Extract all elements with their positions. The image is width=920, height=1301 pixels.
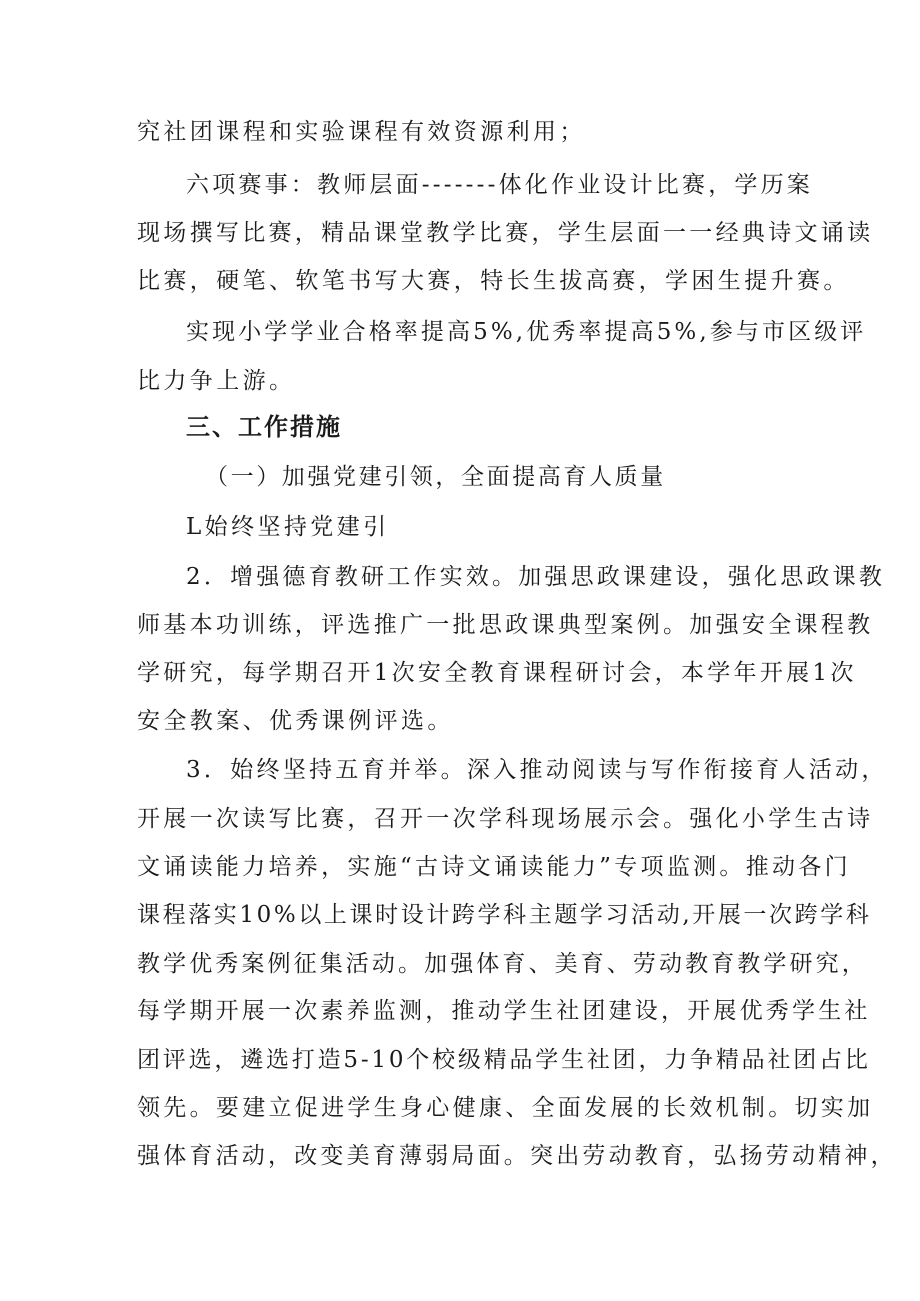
text-line: 强体育活动，改变美育薄弱局面。突出劳动教育，弘扬劳动精神， [137,1143,897,1169]
text-line: 文诵读能力培养，实施“古诗文诵读能力”专项监测。推动各门 [137,854,851,880]
text-line: 实现小学学业合格率提高5%,优秀率提高5%,参与市区级评 [186,319,867,345]
text-line: 每学期开展一次素养监测，推动学生社团建设，开展优秀学生社 [137,998,871,1024]
text-line: 教学优秀案例征集活动。加强体育、美育、劳动教育教学研究， [137,951,868,977]
subsection-heading: （一）加强党建引领，全面提高育人质量 [205,464,666,490]
text-line: 究社团课程和实验课程有效资源利用； [137,119,586,145]
text-line: 六项赛事：教师层面-------体化作业设计比赛，学历案 [186,172,814,198]
text-line: 课程落实10%以上课时设计跨学科主题学习活动,开展一次跨学科 [137,902,872,928]
text-line: L始终坚持党建引 [186,514,390,540]
text-line: 团评选，遴选打造5-10个校级精品学生社团，力争精品社团占比 [137,1047,871,1073]
text-line: 3．始终坚持五育并举。深入推动阅读与写作衔接育人活动， [186,757,888,783]
text-line: 比赛，硬笔、软笔书写大赛，特长生拔高赛，学困生提升赛。 [137,268,850,294]
text-line: 比力争上游。 [137,368,296,394]
text-line: 安全教案、优秀课例评选。 [137,708,454,734]
text-line: 学研究，每学期召开1次安全教育课程研讨会，本学年开展1次 [137,660,857,686]
section-heading: 三、工作措施 [186,413,342,441]
text-line: 开展一次读写比赛，召开一次学科现场展示会。强化小学生古诗 [137,806,874,832]
text-line: 2．增强德育教研工作实效。加强思政课建设，强化思政课教 [186,564,886,590]
text-line: 现场撰写比赛，精品课堂教学比赛，学生层面一一经典诗文诵读 [137,220,874,246]
text-line: 师基本功训练，评选推广一批思政课典型案例。加强安全课程教 [137,612,874,638]
text-line: 领先。要建立促进学生身心健康、全面发展的长效机制。切实加 [137,1095,874,1121]
